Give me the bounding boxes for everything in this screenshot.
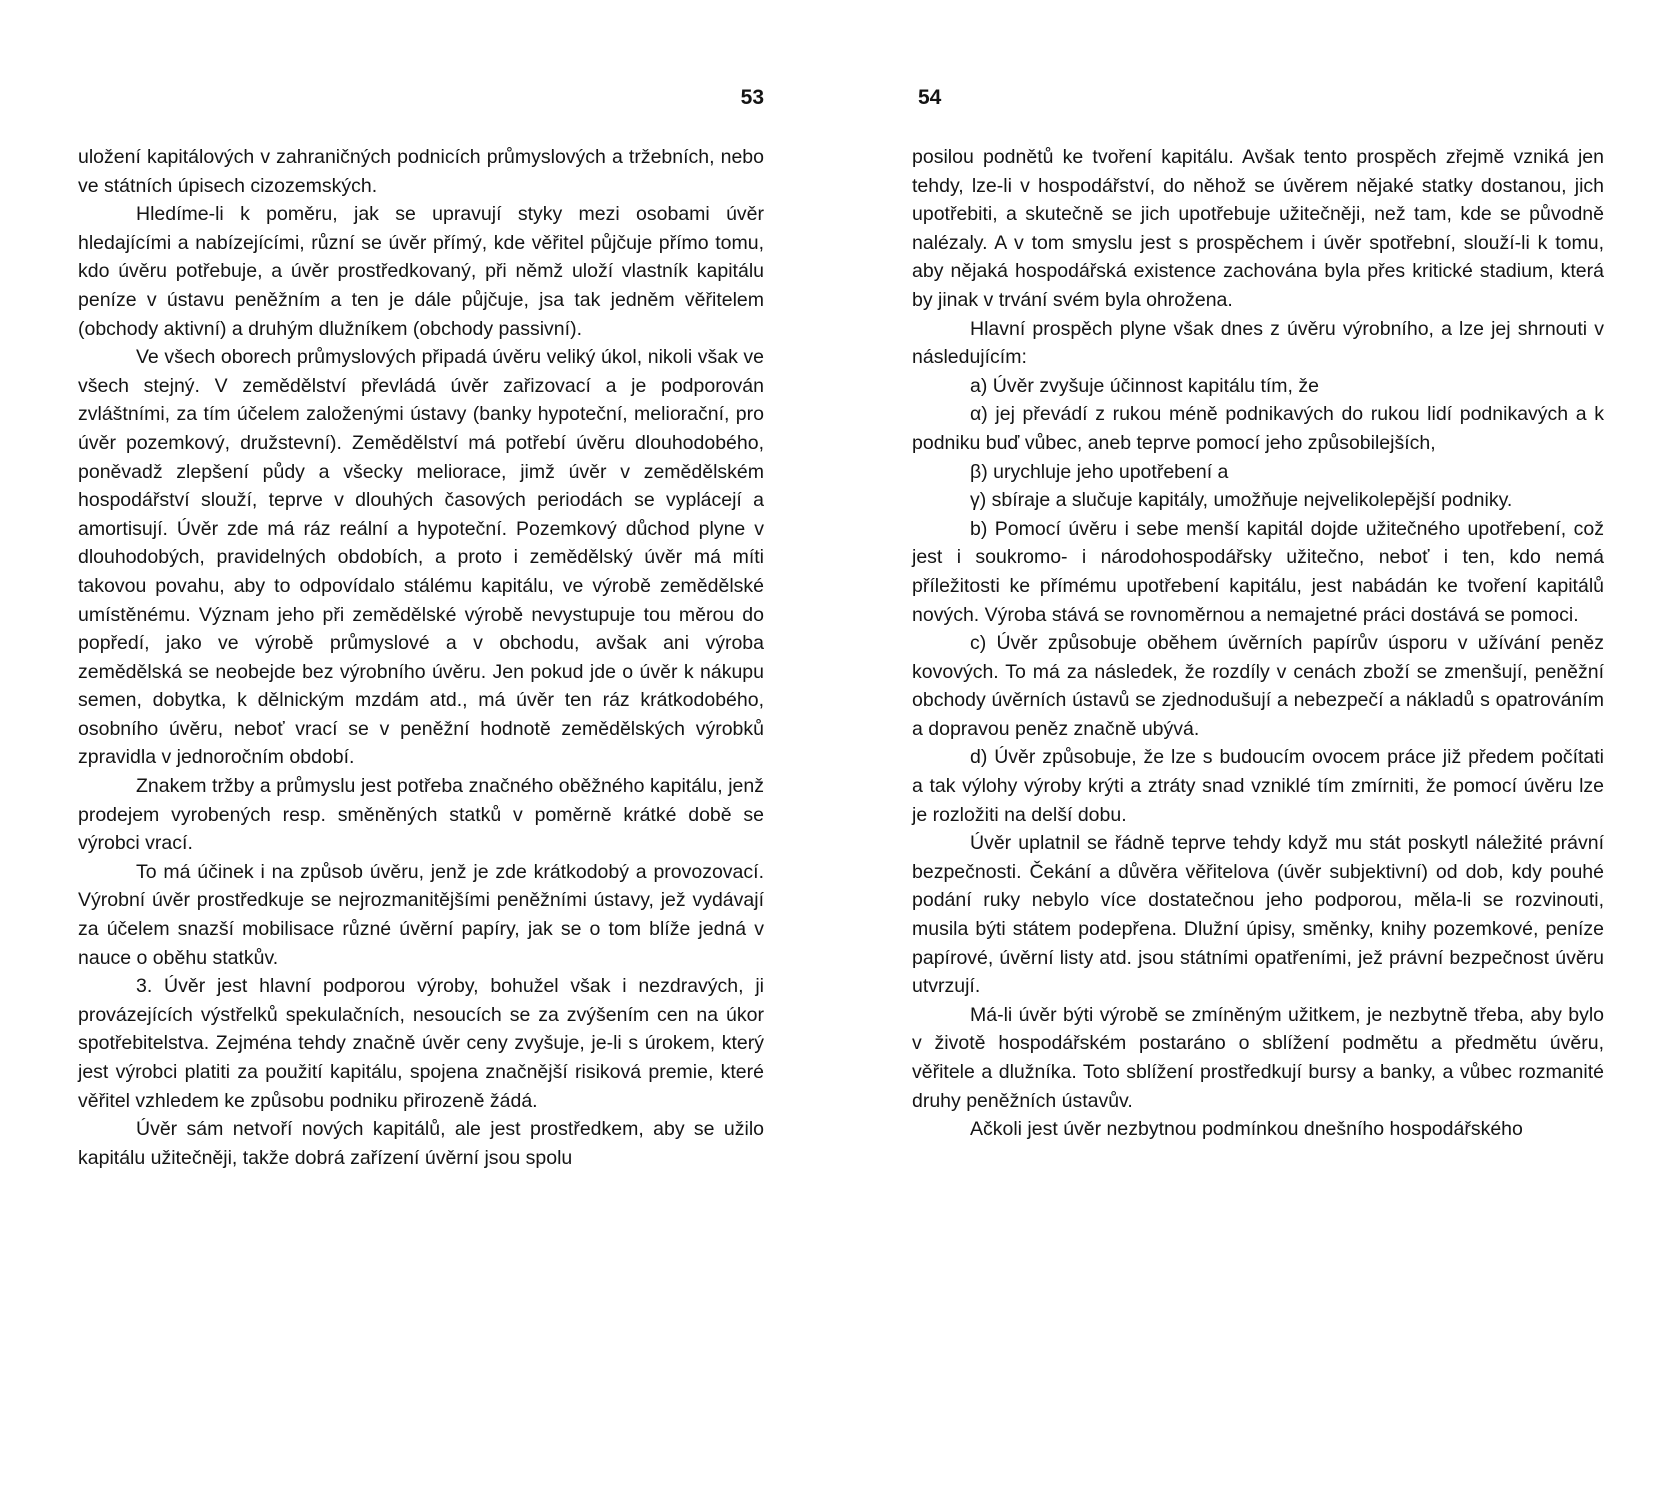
paragraph: Ačkoli jest úvěr nezbytnou podmínkou dnešního hospodářského [970, 1118, 1523, 1141]
paragraph: Hledíme-li k poměru, jak se upravují styky mezi osobami úvěr hledajícími a nabízejícími, různí se úvěr přímý, kde věřitel půjčuje přímo tomu, kdo úvěru potřebuje, a úvěr prostředkovaný, při němž uloží vlastník kapitálu peníze v ústavu peněžním a ten je dále půjčuje, jsa tak jedněm věřitelem (obchody aktivní) a druhým dlužníkem (obchody passivní). [78, 203, 764, 340]
paragraph: uložení kapitálových v zahraničných podnicích průmyslových a tržebních, nebo ve státních úpisech cizozemských. [78, 146, 764, 197]
paragraph: Ve všech oborech průmyslových připadá úvěru veliký úkol, nikoli však ve všech stejný. V zemědělství převládá úvěr zařizovací a je podporován zvláštními, za tím účelem založenými ústavy (banky hypoteční, meliorační, pro úvěr pozemkový, družstevní). Zemědělství má potřebí úvěru dlouhodobého, poněvadž zlepšení půdy a všecky meliorace, jimž úvěr v zemědělském hospodářství slouží, teprve v dlouhých časových periodách se vyplácejí a amortisují. Úvěr zde má ráz reální a hypoteční. Pozemkový důchod plyne v dlouhodobých, pravidelných obdobích, a proto i zemědělský úvěr má míti takovou povahu, aby to odpovídalo stálému kapitálu, ve výrobě zemědělské umístěnému. Význam jeho při zemědělské výrobě nevystupuje tou měrou do popředí, jako ve výrobě průmyslové a v obchodu, avšak ani výroba zemědělská se neobejde bez výrobního úvěru. Jen pokud jde o úvěr k nákupu semen, dobytka, k dělnickým mzdám atd., má úvěr ten ráz krátkodobého, osobního úvěru, neboť vrací se v peněžní hodnotě zemědělských výrobků zpravidla v jednoročním období. [78, 346, 764, 769]
list-item: β) urychluje jeho upotřebení a [970, 460, 1229, 483]
paragraph: Hlavní prospěch plyne však dnes z úvěru výrobního, a lze jej shrnouti v následujícím: [912, 317, 1604, 369]
paragraph: 3. Úvěr jest hlavní podporou výroby, bohužel však i nezdravých, ji provázejících výstřelků spekulačních, nesoucích se za zvýšením cen na úkor spotřebitelstva. Zejména tehdy značně úvěr ceny zvyšuje, je-li s úrokem, který jest výrobci platiti za použití kapitálu, spojena značnější risiková premie, které věřitel vzhledem ke způsobu podniku přirozeně žádá. [78, 975, 764, 1112]
list-item: b) Pomocí úvěru i sebe menší kapitál dojde užitečného upotřebení, což jest i soukromo- i národohospodářsky užitečno, neboť i ten, kdo nemá příležitosti ke přímému upotřebení kapitálu, jest nabádán ke tvoření kapitálů nových. Výroba stává se rovnoměrnou a nemajetné práci dostává se pomoci. [912, 517, 1604, 626]
paragraph: Má-li úvěr býti výrobě se zmíněným užitkem, je nezbytně třeba, aby bylo v životě hospodářském postaráno o sblížení podmětu a předmětu úvěru, věřitele a dlužníka. Toto sblížení prostředkují bursy a banky, a vůbec rozmanité druhy peněžních ústavův. [912, 1003, 1604, 1112]
paragraph: Úvěr uplatnil se řádně teprve tehdy když mu stát poskytl náležité právní bezpečnosti. Čekání a důvěra věřitelova (úvěr subjektivní) od dob, kdy pouhé podání ruky nebylo více dostatečnou jeho podporou, měla-li se rozvinouti, musila býti státem podepřena. Dlužní úpisy, směnky, knihy pozemkové, peníze papírové, úvěrní listy atd. jsou státními opatřeními, jež právní bezpečnost úvěru utvrzují. [912, 832, 1604, 998]
paragraph: Znakem tržby a průmyslu jest potřeba značného oběžného kapitálu, jenž prodejem vyrobených resp. směněných statků v poměrně krátké době se výrobci vrací. [78, 775, 764, 855]
page-number: 53 [740, 86, 764, 109]
list-item: c) Úvěr způsobuje oběhem úvěrních papírův úsporu v užívání peněz kovových. To má za následek, že rozdíly v cenách zboží se zmenšují, peněžní obchody úvěrních ústavů se zjednodušují a nebezpečí a nákladů s opatrováním a dopravou peněz značně ubývá. [912, 632, 1604, 740]
paragraph: Úvěr sám netvoří nových kapitálů, ale jest prostředkem, aby se užilo kapitálu užitečněji, takže dobrá zařízení úvěrní jsou spolu [78, 1118, 764, 1169]
list-item: a) Úvěr zvyšuje účinnost kapitálu tím, že [970, 374, 1319, 397]
list-item: α) jej převádí z rukou méně podnikavých do rukou lidí podnikavých a k podniku buď vůbec, aneb teprve pomocí jeho způsobilejších, [912, 403, 1604, 454]
paragraph: To má účinek i na způsob úvěru, jenž je zde krátkodobý a provozovací. Výrobní úvěr prostředkuje se nejrozmanitějšími peněžními ústavy, jež vydávají za účelem snazší mobilisace různé úvěrní papíry, jak se o tom blíže jedná v nauce o oběhu statkův. [78, 860, 764, 969]
page-number: 54 [918, 86, 942, 109]
list-item: d) Úvěr způsobuje, že lze s budoucím ovocem práce již předem počítati a tak výlohy výroby krýti a ztráty snad vzniklé tím zmírniti, že pomocí úvěru lze je rozložiti na delší dobu. [912, 746, 1604, 826]
paragraph: posilou podnětů ke tvoření kapitálu. Avšak tento prospěch zřejmě vzniká jen tehdy, lze-li v hospodářství, do něhož se úvěrem nějaké statky dostanou, jich upotřebiti, a skutečně se jich upotřebuje užitečněji, než tam, kde se původně nalézaly. A v tom smyslu jest s prospěchem i úvěr spotřební, slouží-li k tomu, aby nějaká hospodářská existence zachována byla přes kritické stadium, která by jinak v trvání svém byla ohrožena. [912, 146, 1604, 311]
page-body [912, 143, 1604, 1144]
list-item: γ) sbíraje a slučuje kapitály, umožňuje nejvelikolepější podniky. [970, 489, 1513, 512]
page-body [78, 143, 764, 1172]
